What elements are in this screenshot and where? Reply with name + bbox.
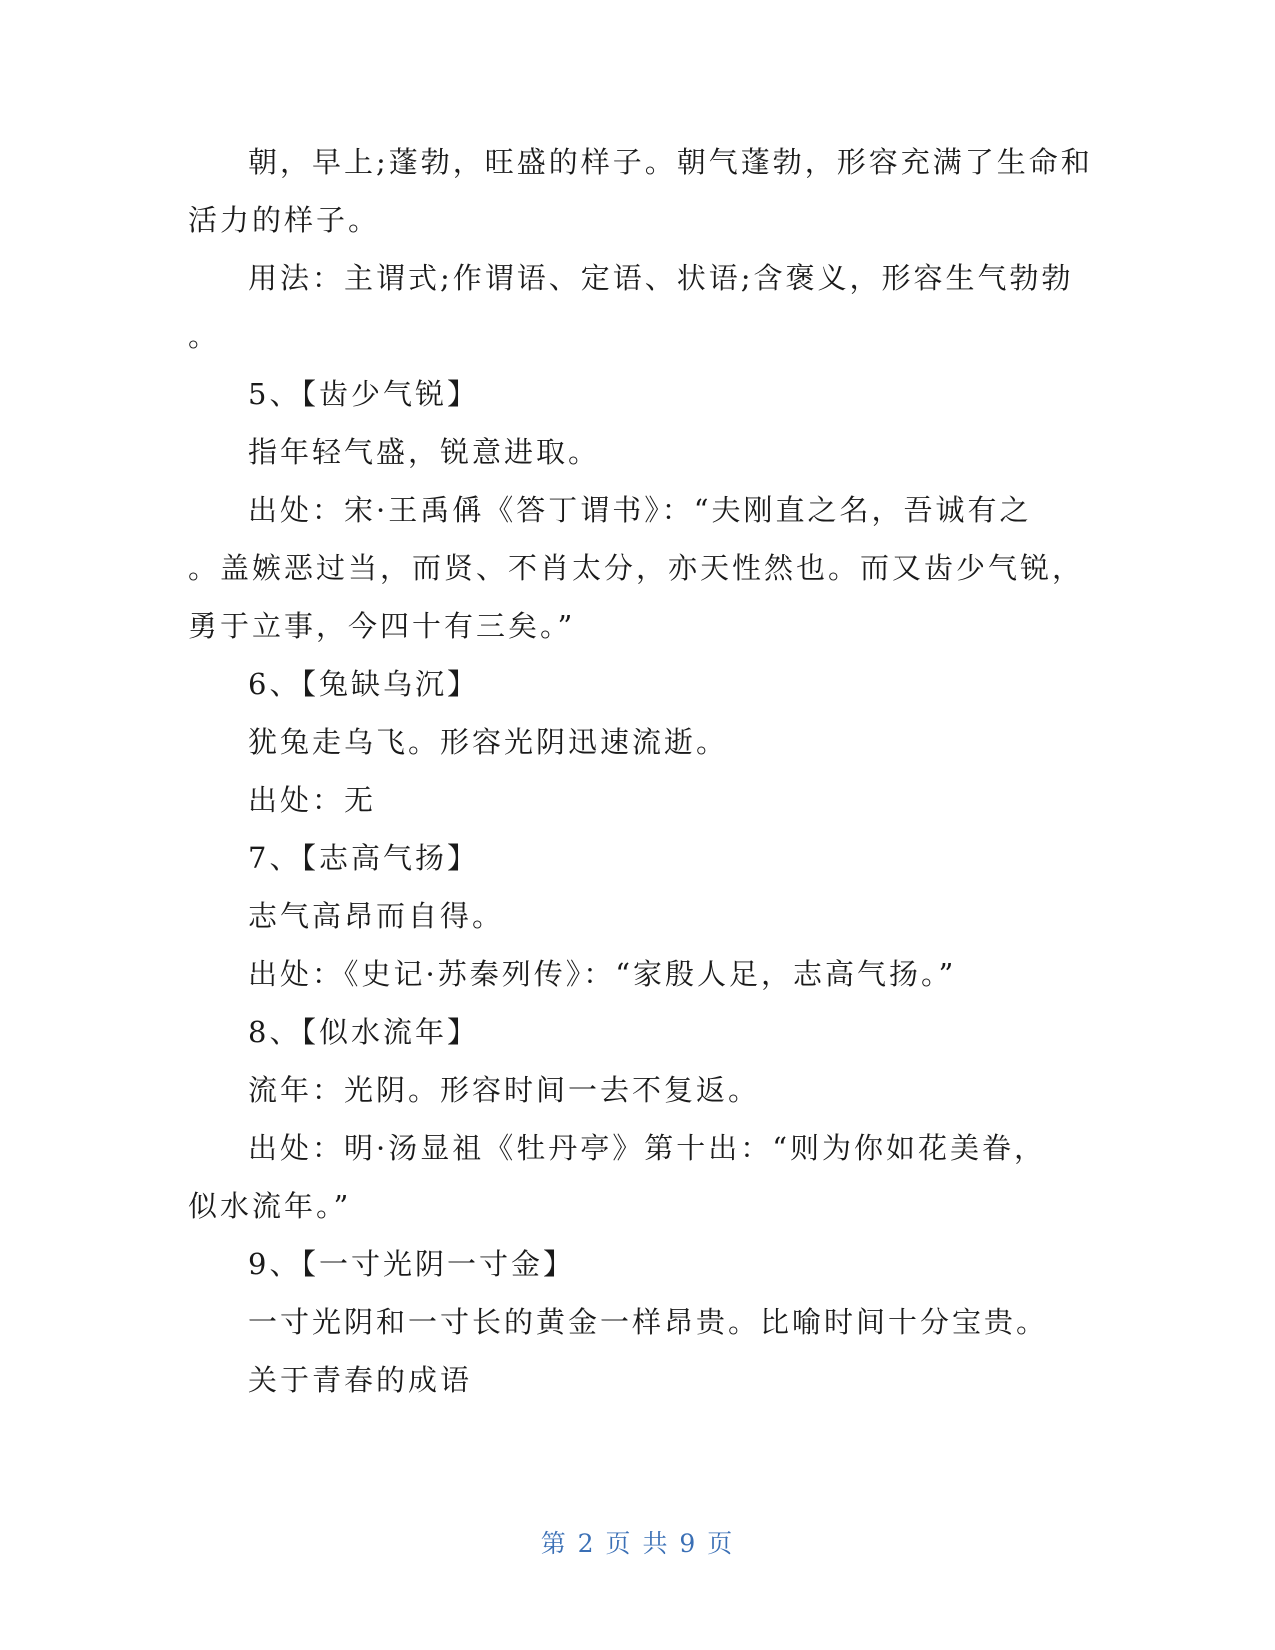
body-line: 流年：光阴。形容时间一去不复返。 (248, 1073, 761, 1107)
body-line: 活力的样子。 (188, 203, 381, 237)
body-line: 指年轻气盛，锐意进取。 (248, 435, 601, 469)
body-line: 出处：宋·王禹偁《答丁谓书》：“夫刚直之名，吾诚有之 (248, 493, 1032, 527)
body-line: 用法：主谓式;作谓语、定语、状语;含褒义，形容生气勃勃 (248, 261, 1074, 295)
idiom-heading: 9、【一寸光阴一寸金】 (248, 1247, 575, 1281)
body-line: 。盖嫉恶过当，而贤、不肖太分，亦天性然也。而又齿少气锐， (188, 551, 1085, 585)
body-line: 一寸光阴和一寸长的黄金一样昂贵。比喻时间十分宝贵。 (248, 1305, 1049, 1339)
idiom-heading: 7、【志高气扬】 (248, 841, 479, 875)
page-number-footer: 第 2 页 共 9 页 (540, 1529, 735, 1558)
body-line: 出处：《史记·苏秦列传》：“家殷人足，志高气扬。” (248, 957, 957, 991)
body-line: 出处：无 (248, 783, 377, 817)
body-line: 勇于立事，今四十有三矣。” (188, 609, 576, 643)
body-line: 。 (188, 319, 221, 353)
body-line: 朝，早上;蓬勃，旺盛的样子。朝气蓬勃，形容充满了生命和 (248, 145, 1093, 179)
section-title: 关于青春的成语 (248, 1363, 473, 1397)
body-line: 出处：明·汤显祖《牡丹亭》第十出：“则为你如花美眷， (248, 1131, 1047, 1165)
idiom-heading: 6、【兔缺乌沉】 (248, 667, 479, 701)
body-line: 志气高昂而自得。 (248, 899, 505, 933)
body-line: 犹兔走乌飞。形容光阴迅速流逝。 (248, 725, 729, 759)
body-line: 似水流年。” (188, 1189, 352, 1223)
idiom-heading: 8、【似水流年】 (248, 1015, 479, 1049)
idiom-heading: 5、【齿少气锐】 (248, 377, 479, 411)
